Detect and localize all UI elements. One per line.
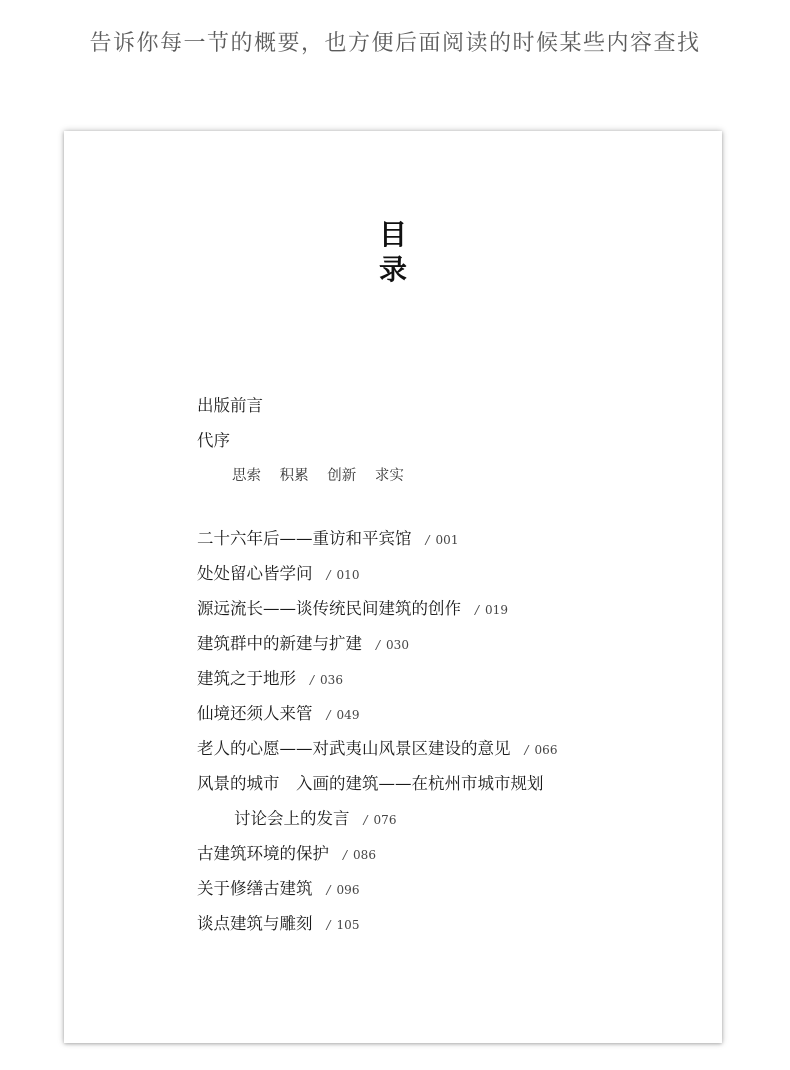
toc-entry-page: / 019 [475, 603, 508, 617]
toc-entry-title: 风景的城市 入画的建筑——在杭州市城市规划 [197, 774, 544, 793]
toc-entry-title: 建筑群中的新建与扩建 [197, 634, 362, 653]
toc-entry-page: / 076 [363, 813, 397, 827]
toc-entry-page: / 001 [425, 533, 459, 547]
toc-entry-continuation [234, 809, 396, 830]
toc-entry [197, 739, 557, 760]
toc-entry [197, 879, 359, 900]
toc-entry-page: / 066 [524, 743, 558, 757]
toc-entry-page: / 036 [310, 673, 343, 687]
book-page [64, 131, 722, 1043]
toc-entry [197, 529, 458, 550]
page-caption: 告诉你每一节的概要，也方便后面阅读的时候某些内容查找 [89, 31, 701, 56]
toc-entry [197, 634, 409, 655]
preface-subtitle-word: 思索 [232, 468, 261, 484]
toc-heading-line-1: 目 [378, 218, 407, 251]
preface-subtitle-word: 创新 [327, 468, 357, 484]
preface-subtitle-word: 求实 [374, 468, 404, 484]
toc-entry-title: 关于修缮古建筑 [197, 879, 313, 898]
toc-heading [64, 217, 722, 287]
preface-subtitle-word: 积累 [279, 468, 309, 484]
toc-entry [197, 564, 359, 585]
toc-entry-title: 建筑之于地形 [197, 669, 296, 688]
toc-entry-page: / 010 [326, 568, 360, 582]
toc-front-matter-item: 出版前言 [197, 396, 263, 415]
toc-heading-line-2: 录 [378, 253, 407, 286]
toc-entry-page: / 049 [326, 708, 360, 722]
toc-entry-title: 处处留心皆学问 [197, 564, 313, 583]
toc-entry-page: / 086 [343, 848, 376, 862]
toc-entry-page: / 105 [326, 918, 360, 932]
toc-entry [197, 914, 359, 935]
toc-entry [197, 844, 376, 865]
toc-entry-title: 讨论会上的发言 [234, 809, 350, 828]
toc-entry [197, 704, 359, 725]
toc-entry-title: 二十六年后——重访和平宾馆 [197, 529, 412, 548]
toc-front-matter-item: 代序 [197, 431, 230, 450]
toc-entry-title: 古建筑环境的保护 [197, 844, 329, 863]
toc-entry-title: 源远流长——谈传统民间建筑的创作 [197, 599, 461, 618]
preface-subtitle [232, 466, 418, 486]
toc-entry-title: 仙境还须人来管 [197, 704, 313, 723]
toc-entry-page: / 096 [326, 883, 360, 897]
toc-entry [197, 599, 508, 620]
toc-entry [197, 669, 343, 690]
toc-entry [197, 774, 544, 794]
toc-entry-title: 谈点建筑与雕刻 [197, 914, 313, 933]
toc-entry-title: 老人的心愿——对武夷山风景区建设的意见 [197, 739, 511, 758]
toc-entry-page: / 030 [376, 638, 409, 652]
